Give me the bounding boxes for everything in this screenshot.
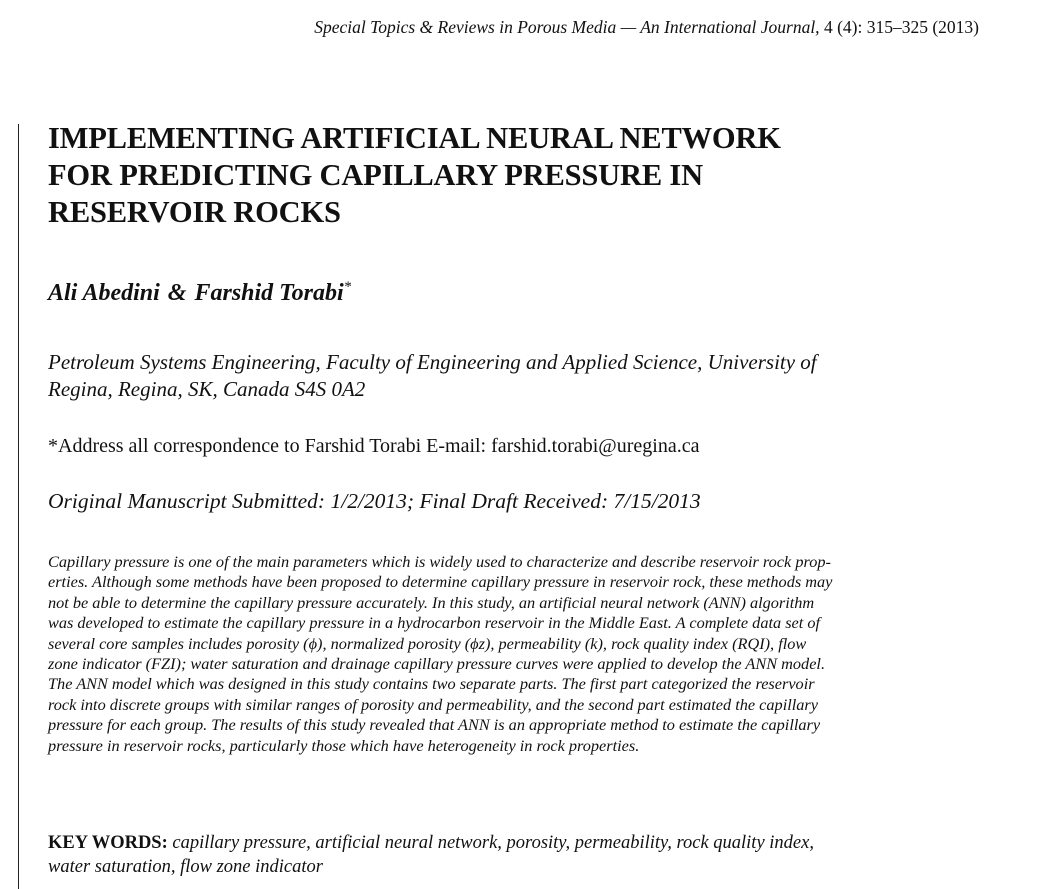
- abstract-line: pressure for each group. The results of this study revealed that ANN is an appropriate method to estimate the capillary: [48, 715, 821, 735]
- title-line: FOR PREDICTING CAPILLARY PRESSURE IN: [48, 158, 703, 192]
- abstract-line: erties. Although some methods have been proposed to determine capillary pressure in reservoir rock, these methods may: [48, 572, 833, 592]
- abstract-line: rock into discrete groups with similar ranges of porosity and permeability, and the second part estimated the capillary: [48, 694, 818, 714]
- corresponding-author-mark: *: [343, 279, 352, 295]
- abstract-line: not be able to determine the capillary pressure accurately. In this study, an artificial neural network (ANN) algorithm: [48, 592, 815, 612]
- title-line: RESERVOIR ROCKS: [48, 195, 341, 229]
- abstract-line: Capillary pressure is one of the main parameters which is widely used to characterize and describe reservoir rock prop-: [48, 552, 831, 571]
- author-separator: &: [167, 280, 187, 306]
- author-name: Ali Abedini: [48, 280, 160, 306]
- running-head: [314, 17, 979, 38]
- paper-title: [48, 120, 948, 231]
- abstract-line: zone indicator (FZI); water saturation and drainage capillary pressure curves were applied to develop the ANN model.: [48, 654, 826, 674]
- author-name: Farshid Torabi: [194, 280, 344, 306]
- keywords-line: water saturation, flow zone indicator: [48, 857, 323, 877]
- keywords-text: capillary pressure, artificial neural network, porosity, permeability, rock quality index,: [172, 833, 814, 853]
- journal-name: Special Topics & Reviews in Porous Media — An International Journal,: [314, 17, 820, 37]
- keywords: [48, 831, 814, 879]
- abstract-line: was developed to estimate the capillary pressure in a hydrocarbon reservoir in the Middle East. A complete data set of: [48, 613, 821, 633]
- journal-citation: 4 (4): 315–325 (2013): [823, 17, 979, 37]
- abstract: [48, 552, 958, 756]
- author-list: [48, 279, 351, 307]
- keywords-label: KEY WORDS:: [48, 833, 168, 853]
- margin-rule: [18, 124, 19, 889]
- manuscript-dates: Original Manuscript Submitted: 1/2/2013; Final Draft Received: 7/15/2013: [48, 489, 701, 513]
- affiliation-line: Regina, Regina, SK, Canada S4S 0A2: [48, 377, 366, 401]
- abstract-line: pressure in reservoir rocks, particularly those which have heterogeneity in rock properties.: [48, 735, 640, 755]
- correspondence-note: *Address all correspondence to Farshid Torabi E-mail: farshid.torabi@uregina.ca: [48, 435, 700, 457]
- title-line: IMPLEMENTING ARTIFICIAL NEURAL NETWORK: [48, 121, 781, 155]
- affiliation: [48, 349, 817, 403]
- abstract-line: several core samples includes porosity (ϕ), normalized porosity (ϕz), permeability (k), rock quality index (RQI), flow: [48, 633, 807, 653]
- abstract-line: The ANN model which was designed in this study contains two separate parts. The first part categorized the reservoir: [48, 674, 815, 694]
- affiliation-line: Petroleum Systems Engineering, Faculty of Engineering and Applied Science, University of: [48, 350, 817, 374]
- keywords-line: [48, 831, 814, 855]
